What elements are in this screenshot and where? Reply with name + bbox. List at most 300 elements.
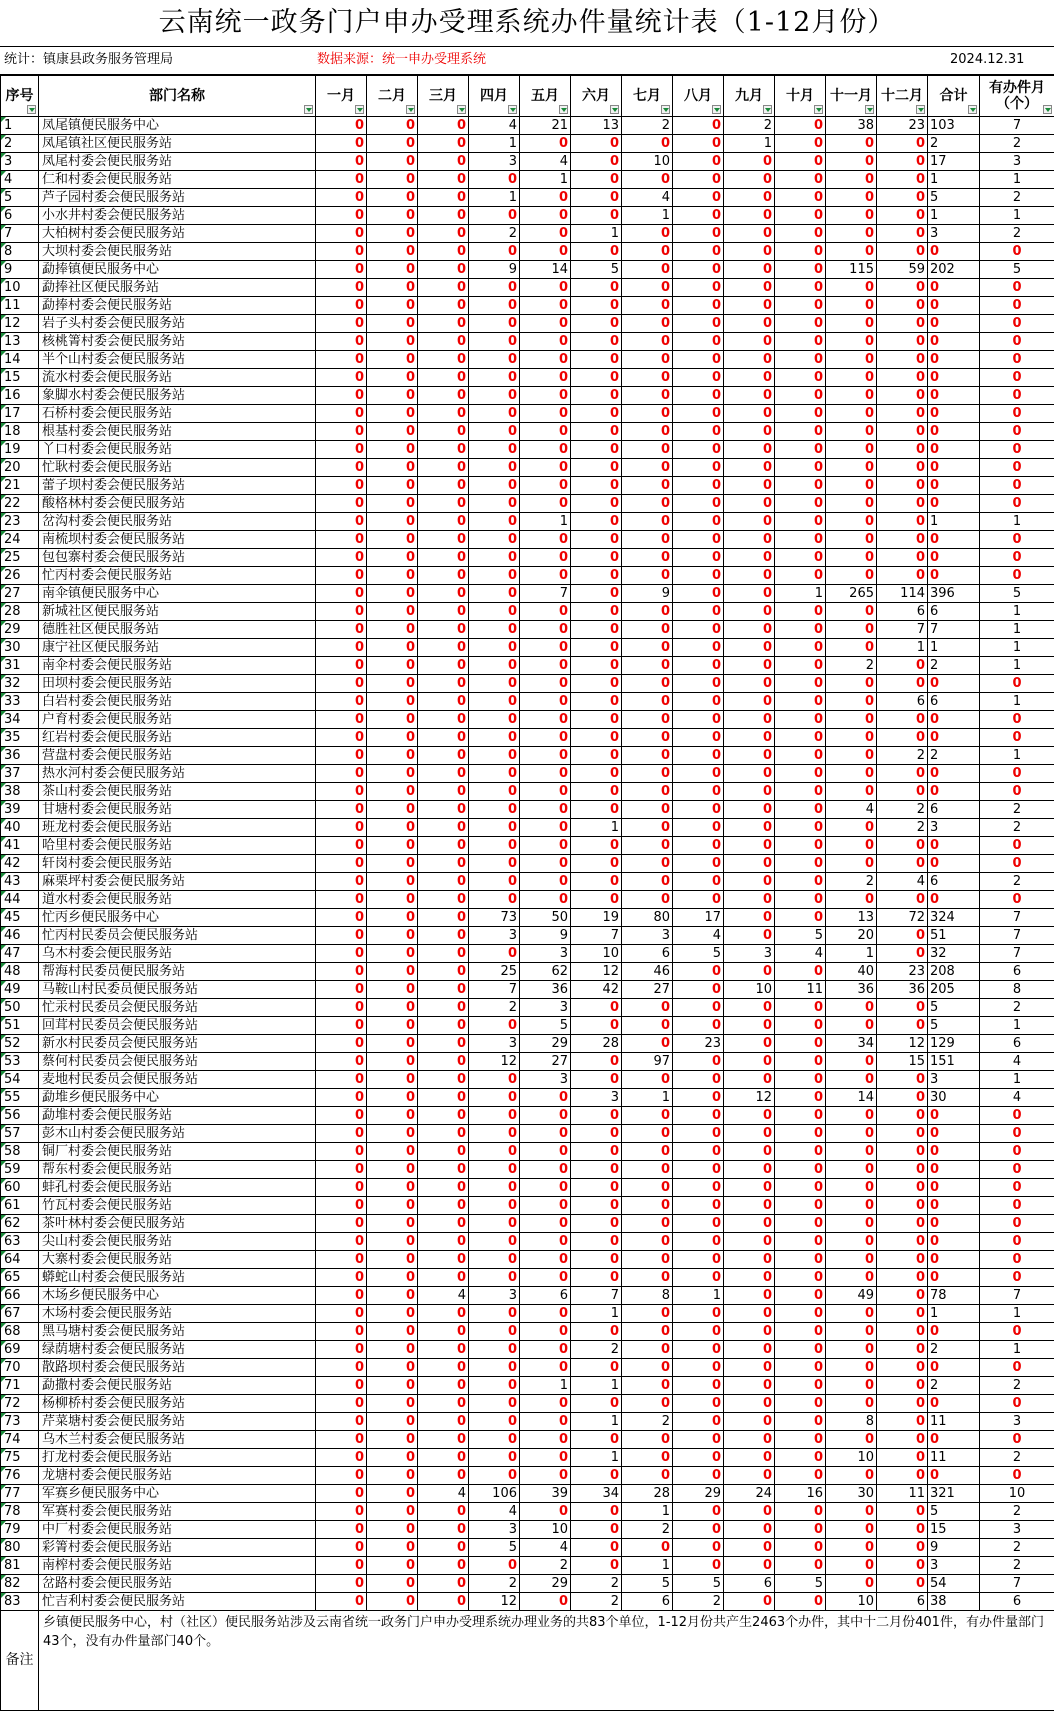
cell-month-11: 0 — [826, 1305, 877, 1323]
table-row — [1, 621, 1054, 639]
cell-month-1: 0 — [316, 315, 367, 333]
cell-month-8: 0 — [673, 1053, 724, 1071]
cell-month-9: 0 — [724, 1377, 775, 1395]
filter-dropdown-icon[interactable] — [355, 105, 364, 114]
cell-month-1: 0 — [316, 909, 367, 927]
cell-month-5: 0 — [520, 1323, 571, 1341]
cell-month-8: 0 — [673, 297, 724, 315]
header-month-9-label: 九月 — [735, 88, 763, 104]
cell-month-6: 0 — [571, 135, 622, 153]
table-row — [1, 675, 1054, 693]
cell-month-12: 0 — [877, 189, 928, 207]
cell-month-5: 1 — [520, 171, 571, 189]
cell-month-7: 0 — [622, 531, 673, 549]
cell-month-10: 0 — [775, 1035, 826, 1053]
cell-seq: 10 — [1, 279, 39, 297]
cell-month-1: 0 — [316, 189, 367, 207]
cell-month-10: 16 — [775, 1485, 826, 1503]
cell-month-11: 0 — [826, 729, 877, 747]
cell-month-1: 0 — [316, 513, 367, 531]
filter-dropdown-icon[interactable] — [610, 105, 619, 114]
cell-month-6: 0 — [571, 1557, 622, 1575]
cell-dept-name: 大坝村委会便民服务站 — [39, 243, 316, 261]
cell-total: 0 — [928, 1233, 980, 1251]
cell-month-2: 0 — [367, 153, 418, 171]
cell-month-2: 0 — [367, 747, 418, 765]
cell-seq: 20 — [1, 459, 39, 477]
table-row — [1, 189, 1054, 207]
cell-seq: 51 — [1, 1017, 39, 1035]
cell-month-2: 0 — [367, 117, 418, 135]
cell-month-9: 0 — [724, 621, 775, 639]
cell-month-1: 0 — [316, 603, 367, 621]
cell-month-8: 23 — [673, 1035, 724, 1053]
cell-month-1: 0 — [316, 423, 367, 441]
cell-total: 15 — [928, 1521, 980, 1539]
table-row — [1, 1107, 1054, 1125]
cell-seq: 5 — [1, 189, 39, 207]
table-row — [1, 315, 1054, 333]
cell-month-6: 0 — [571, 1539, 622, 1557]
cell-month-3: 0 — [418, 315, 469, 333]
cell-month-12: 0 — [877, 1251, 928, 1269]
cell-month-6: 0 — [571, 1053, 622, 1071]
cell-month-5: 0 — [520, 369, 571, 387]
cell-month-4: 0 — [469, 1197, 520, 1215]
cell-seq: 16 — [1, 387, 39, 405]
header-month-3 — [418, 76, 469, 117]
filter-dropdown-icon[interactable] — [27, 105, 36, 114]
cell-month-2: 0 — [367, 819, 418, 837]
cell-month-3: 0 — [418, 1449, 469, 1467]
cell-dept-name: 大柏树村委会便民服务站 — [39, 225, 316, 243]
cell-active-months: 1 — [980, 1071, 1054, 1089]
cell-month-8: 0 — [673, 315, 724, 333]
cell-month-3: 0 — [418, 981, 469, 999]
table-row — [1, 1449, 1054, 1467]
cell-month-4: 0 — [469, 1161, 520, 1179]
cell-month-3: 0 — [418, 567, 469, 585]
cell-month-12: 0 — [877, 459, 928, 477]
header-month-5 — [520, 76, 571, 117]
cell-month-7: 0 — [622, 639, 673, 657]
cell-dept-name: 芦子园村委会便民服务站 — [39, 189, 316, 207]
cell-month-10: 0 — [775, 1233, 826, 1251]
cell-month-4: 2 — [469, 999, 520, 1017]
cell-active-months: 7 — [980, 909, 1054, 927]
cell-month-6: 0 — [571, 711, 622, 729]
cell-month-5: 39 — [520, 1485, 571, 1503]
cell-dept-name: 忙耿村委会便民服务站 — [39, 459, 316, 477]
cell-total: 0 — [928, 711, 980, 729]
cell-month-5: 0 — [520, 855, 571, 873]
cell-month-1: 0 — [316, 1107, 367, 1125]
cell-dept-name: 杨柳桥村委会便民服务站 — [39, 1395, 316, 1413]
cell-month-5: 0 — [520, 657, 571, 675]
cell-month-6: 1 — [571, 1377, 622, 1395]
cell-month-3: 0 — [418, 1341, 469, 1359]
cell-month-11: 0 — [826, 1341, 877, 1359]
cell-month-2: 0 — [367, 693, 418, 711]
cell-month-3: 0 — [418, 819, 469, 837]
cell-month-4: 0 — [469, 1017, 520, 1035]
cell-month-6: 0 — [571, 603, 622, 621]
cell-month-9: 0 — [724, 1251, 775, 1269]
cell-month-3: 0 — [418, 747, 469, 765]
cell-month-3: 0 — [418, 801, 469, 819]
table-row — [1, 1395, 1054, 1413]
cell-month-11: 30 — [826, 1485, 877, 1503]
cell-month-3: 0 — [418, 1575, 469, 1593]
cell-total: 321 — [928, 1485, 980, 1503]
cell-month-10: 0 — [775, 1557, 826, 1575]
cell-seq: 71 — [1, 1377, 39, 1395]
cell-month-10: 0 — [775, 1179, 826, 1197]
cell-active-months: 7 — [980, 1287, 1054, 1305]
cell-month-6: 0 — [571, 783, 622, 801]
cell-dept-name: 打龙村委会便民服务站 — [39, 1449, 316, 1467]
cell-month-12: 6 — [877, 693, 928, 711]
cell-month-11: 0 — [826, 423, 877, 441]
cell-month-12: 4 — [877, 873, 928, 891]
table-row — [1, 1125, 1054, 1143]
cell-month-5: 0 — [520, 639, 571, 657]
cell-month-8: 0 — [673, 441, 724, 459]
cell-month-2: 0 — [367, 1089, 418, 1107]
cell-month-4: 0 — [469, 1269, 520, 1287]
cell-month-4: 0 — [469, 621, 520, 639]
cell-month-11: 0 — [826, 207, 877, 225]
cell-month-10: 0 — [775, 423, 826, 441]
cell-month-2: 0 — [367, 477, 418, 495]
cell-month-7: 6 — [622, 945, 673, 963]
cell-total: 0 — [928, 1251, 980, 1269]
cell-month-10: 0 — [775, 1089, 826, 1107]
cell-seq: 77 — [1, 1485, 39, 1503]
cell-month-6: 0 — [571, 1179, 622, 1197]
cell-dept-name: 尖山村委会便民服务站 — [39, 1233, 316, 1251]
cell-month-9: 1 — [724, 135, 775, 153]
table-row — [1, 495, 1054, 513]
cell-month-9: 0 — [724, 1071, 775, 1089]
cell-total: 0 — [928, 729, 980, 747]
cell-month-10: 0 — [775, 477, 826, 495]
cell-active-months: 2 — [980, 135, 1054, 153]
cell-month-9: 0 — [724, 189, 775, 207]
cell-total: 3 — [928, 819, 980, 837]
cell-month-10: 0 — [775, 333, 826, 351]
cell-month-4: 0 — [469, 1089, 520, 1107]
cell-month-7: 0 — [622, 549, 673, 567]
cell-month-10: 1 — [775, 585, 826, 603]
cell-month-12: 1 — [877, 639, 928, 657]
cell-month-6: 1 — [571, 1449, 622, 1467]
cell-month-5: 0 — [520, 1179, 571, 1197]
cell-month-2: 0 — [367, 531, 418, 549]
cell-month-8: 0 — [673, 369, 724, 387]
cell-dept-name: 包包寨村委会便民服务站 — [39, 549, 316, 567]
cell-total: 0 — [928, 279, 980, 297]
table-row — [1, 711, 1054, 729]
cell-month-4: 12 — [469, 1593, 520, 1611]
cell-month-7: 0 — [622, 1161, 673, 1179]
filter-dropdown-icon[interactable] — [1043, 105, 1052, 114]
cell-active-months: 0 — [980, 1467, 1054, 1485]
cell-month-12: 114 — [877, 585, 928, 603]
cell-month-10: 0 — [775, 783, 826, 801]
cell-month-11: 0 — [826, 567, 877, 585]
cell-month-7: 0 — [622, 1143, 673, 1161]
cell-month-2: 0 — [367, 567, 418, 585]
cell-month-4: 0 — [469, 603, 520, 621]
cell-month-9: 0 — [724, 1305, 775, 1323]
cell-month-11: 0 — [826, 351, 877, 369]
header-active-months-label: 有办件月（个） — [989, 80, 1045, 112]
cell-month-2: 0 — [367, 711, 418, 729]
cell-seq: 18 — [1, 423, 39, 441]
cell-month-4: 0 — [469, 1377, 520, 1395]
cell-dept-name: 核桃箐村委会便民服务站 — [39, 333, 316, 351]
cell-active-months: 6 — [980, 1035, 1054, 1053]
cell-month-1: 0 — [316, 207, 367, 225]
cell-month-4: 3 — [469, 927, 520, 945]
cell-month-10: 0 — [775, 1269, 826, 1287]
cell-dept-name: 勐捧社区便民服务站 — [39, 279, 316, 297]
filter-dropdown-icon[interactable] — [968, 105, 977, 114]
cell-month-9: 0 — [724, 747, 775, 765]
cell-total: 30 — [928, 1089, 980, 1107]
cell-month-11: 0 — [826, 153, 877, 171]
cell-month-3: 0 — [418, 873, 469, 891]
cell-month-7: 3 — [622, 927, 673, 945]
filter-dropdown-icon[interactable] — [712, 105, 721, 114]
cell-month-1: 0 — [316, 1305, 367, 1323]
cell-month-11: 49 — [826, 1287, 877, 1305]
cell-month-12: 0 — [877, 531, 928, 549]
cell-month-5: 0 — [520, 675, 571, 693]
cell-month-7: 5 — [622, 1575, 673, 1593]
cell-total: 0 — [928, 423, 980, 441]
cell-dept-name: 根基村委会便民服务站 — [39, 423, 316, 441]
cell-month-4: 0 — [469, 351, 520, 369]
cell-month-8: 0 — [673, 1143, 724, 1161]
cell-seq: 30 — [1, 639, 39, 657]
cell-month-11: 0 — [826, 495, 877, 513]
cell-dept-name: 木场村委会便民服务站 — [39, 1305, 316, 1323]
cell-month-10: 0 — [775, 225, 826, 243]
cell-month-12: 0 — [877, 783, 928, 801]
cell-month-3: 0 — [418, 531, 469, 549]
cell-total: 396 — [928, 585, 980, 603]
cell-month-3: 0 — [418, 1539, 469, 1557]
cell-month-3: 0 — [418, 1071, 469, 1089]
remark-text: 乡镇便民服务中心，村（社区）便民服务站涉及云南省统一政务门户申办受理系统办理业务的共83个单位，1-12月份共产生2463个办件，其中十二月份401件，有办件量部门43个，没有办件量部门40个。 — [39, 1611, 1054, 1711]
cell-month-3: 0 — [418, 1593, 469, 1611]
cell-active-months: 2 — [980, 225, 1054, 243]
cell-seq: 70 — [1, 1359, 39, 1377]
cell-month-11: 0 — [826, 1179, 877, 1197]
cell-month-8: 4 — [673, 927, 724, 945]
cell-seq: 4 — [1, 171, 39, 189]
cell-month-2: 0 — [367, 801, 418, 819]
cell-month-10: 0 — [775, 729, 826, 747]
cell-month-12: 0 — [877, 1377, 928, 1395]
cell-month-10: 0 — [775, 1413, 826, 1431]
cell-month-4: 2 — [469, 1575, 520, 1593]
table-row — [1, 297, 1054, 315]
cell-month-11: 2 — [826, 873, 877, 891]
header-month-7 — [622, 76, 673, 117]
cell-month-9: 0 — [724, 405, 775, 423]
cell-dept-name: 哈里村委会便民服务站 — [39, 837, 316, 855]
cell-month-3: 0 — [418, 225, 469, 243]
cell-month-5: 5 — [520, 1017, 571, 1035]
cell-month-6: 0 — [571, 477, 622, 495]
cell-month-5: 0 — [520, 1125, 571, 1143]
cell-month-9: 0 — [724, 1125, 775, 1143]
cell-month-2: 0 — [367, 1269, 418, 1287]
cell-month-2: 0 — [367, 1161, 418, 1179]
cell-month-10: 0 — [775, 1071, 826, 1089]
cell-dept-name: 象脚水村委会便民服务站 — [39, 387, 316, 405]
cell-month-10: 0 — [775, 1449, 826, 1467]
cell-month-4: 0 — [469, 873, 520, 891]
cell-month-2: 0 — [367, 333, 418, 351]
table-row — [1, 603, 1054, 621]
cell-month-2: 0 — [367, 1341, 418, 1359]
cell-total: 78 — [928, 1287, 980, 1305]
cell-seq: 44 — [1, 891, 39, 909]
cell-month-10: 0 — [775, 963, 826, 981]
cell-seq: 3 — [1, 153, 39, 171]
cell-total: 51 — [928, 927, 980, 945]
cell-month-4: 0 — [469, 1467, 520, 1485]
filter-dropdown-icon[interactable] — [865, 105, 874, 114]
cell-month-9: 0 — [724, 1467, 775, 1485]
cell-active-months: 0 — [980, 1215, 1054, 1233]
cell-month-4: 12 — [469, 1053, 520, 1071]
cell-month-3: 0 — [418, 1161, 469, 1179]
cell-month-2: 0 — [367, 873, 418, 891]
cell-month-7: 0 — [622, 1215, 673, 1233]
filter-dropdown-icon[interactable] — [814, 105, 823, 114]
cell-total: 5 — [928, 1017, 980, 1035]
cell-month-6: 0 — [571, 801, 622, 819]
cell-month-2: 0 — [367, 171, 418, 189]
cell-month-8: 0 — [673, 423, 724, 441]
cell-month-8: 1 — [673, 1287, 724, 1305]
cell-month-12: 7 — [877, 621, 928, 639]
cell-month-3: 0 — [418, 657, 469, 675]
cell-dept-name: 忙丙村委会便民服务站 — [39, 567, 316, 585]
cell-month-8: 0 — [673, 801, 724, 819]
cell-month-12: 0 — [877, 927, 928, 945]
cell-month-3: 0 — [418, 837, 469, 855]
cell-month-12: 0 — [877, 1305, 928, 1323]
cell-seq: 19 — [1, 441, 39, 459]
filter-dropdown-icon[interactable] — [304, 105, 313, 114]
cell-month-11: 0 — [826, 1431, 877, 1449]
cell-month-3: 4 — [418, 1287, 469, 1305]
filter-dropdown-icon[interactable] — [763, 105, 772, 114]
cell-month-5: 0 — [520, 189, 571, 207]
header-month-10-label: 十月 — [786, 88, 814, 104]
cell-seq: 38 — [1, 783, 39, 801]
cell-month-3: 0 — [418, 999, 469, 1017]
table-row — [1, 639, 1054, 657]
cell-month-7: 0 — [622, 1035, 673, 1053]
cell-month-12: 0 — [877, 1557, 928, 1575]
cell-total: 2 — [928, 135, 980, 153]
cell-month-2: 0 — [367, 405, 418, 423]
cell-month-1: 0 — [316, 1053, 367, 1071]
cell-month-8: 0 — [673, 1179, 724, 1197]
filter-dropdown-icon[interactable] — [508, 105, 517, 114]
cell-month-11: 20 — [826, 927, 877, 945]
filter-dropdown-icon[interactable] — [661, 105, 670, 114]
cell-seq: 27 — [1, 585, 39, 603]
cell-month-1: 0 — [316, 675, 367, 693]
table-row — [1, 819, 1054, 837]
cell-month-5: 10 — [520, 1521, 571, 1539]
cell-month-12: 59 — [877, 261, 928, 279]
cell-active-months: 0 — [980, 387, 1054, 405]
cell-month-9: 0 — [724, 207, 775, 225]
cell-total: 32 — [928, 945, 980, 963]
cell-month-1: 0 — [316, 1359, 367, 1377]
cell-month-6: 1 — [571, 225, 622, 243]
cell-month-3: 0 — [418, 1377, 469, 1395]
header-month-5-label: 五月 — [531, 88, 559, 104]
cell-month-9: 0 — [724, 639, 775, 657]
filter-dropdown-icon[interactable] — [406, 105, 415, 114]
cell-total: 0 — [928, 1431, 980, 1449]
cell-month-8: 0 — [673, 1557, 724, 1575]
cell-month-5: 0 — [520, 1161, 571, 1179]
cell-month-10: 0 — [775, 891, 826, 909]
cell-month-2: 0 — [367, 1071, 418, 1089]
cell-dept-name: 德胜社区便民服务站 — [39, 621, 316, 639]
cell-month-2: 0 — [367, 1017, 418, 1035]
cell-month-10: 0 — [775, 459, 826, 477]
cell-month-4: 0 — [469, 549, 520, 567]
cell-month-10: 0 — [775, 639, 826, 657]
filter-dropdown-icon[interactable] — [457, 105, 466, 114]
cell-month-11: 0 — [826, 1125, 877, 1143]
cell-month-4: 0 — [469, 1251, 520, 1269]
table-row — [1, 207, 1054, 225]
cell-month-5: 0 — [520, 333, 571, 351]
header-month-4-label: 四月 — [480, 88, 508, 104]
filter-dropdown-icon[interactable] — [916, 105, 925, 114]
filter-dropdown-icon[interactable] — [559, 105, 568, 114]
header-month-9 — [724, 76, 775, 117]
cell-month-11: 14 — [826, 1089, 877, 1107]
cell-month-8: 0 — [673, 837, 724, 855]
cell-total: 0 — [928, 1179, 980, 1197]
cell-seq: 57 — [1, 1125, 39, 1143]
cell-month-1: 0 — [316, 855, 367, 873]
cell-month-12: 0 — [877, 513, 928, 531]
cell-month-12: 23 — [877, 963, 928, 981]
cell-dept-name: 仁和村委会便民服务站 — [39, 171, 316, 189]
cell-month-12: 0 — [877, 729, 928, 747]
cell-month-11: 8 — [826, 1413, 877, 1431]
cell-month-3: 0 — [418, 765, 469, 783]
cell-month-1: 0 — [316, 765, 367, 783]
cell-month-4: 0 — [469, 1557, 520, 1575]
cell-month-5: 2 — [520, 1557, 571, 1575]
